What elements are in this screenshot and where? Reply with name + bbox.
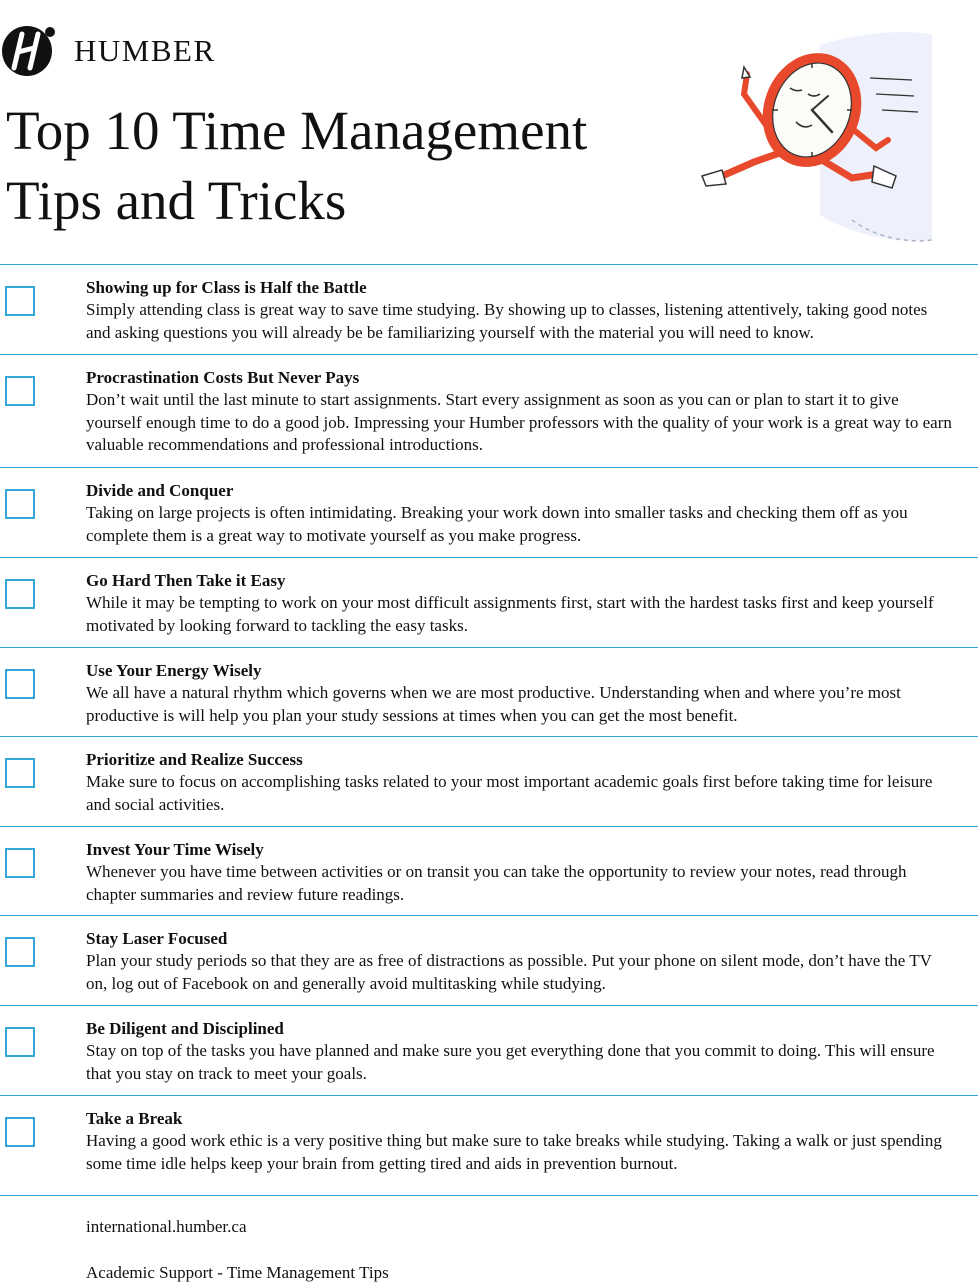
footer-document-label: Academic Support - Time Management Tips bbox=[86, 1263, 389, 1282]
tip-item-3 bbox=[0, 467, 978, 557]
tip-checkbox-2[interactable] bbox=[5, 376, 35, 406]
tip-checkbox-9[interactable] bbox=[5, 1027, 35, 1057]
tip-checkbox-5[interactable] bbox=[5, 669, 35, 699]
tip-checkbox-10[interactable] bbox=[5, 1117, 35, 1147]
humber-logo[interactable] bbox=[0, 22, 216, 80]
tip-item-2 bbox=[0, 354, 978, 467]
tip-item-7 bbox=[0, 826, 978, 915]
tip-body-6: Make sure to focus on accomplishing tasks related to your most important academic goals first before taking time for leisure and social activities. bbox=[86, 772, 933, 814]
tip-title-5: Use Your Energy Wisely bbox=[86, 661, 262, 680]
tip-item-10 bbox=[0, 1095, 978, 1195]
tip-body-10: Having a good work ethic is a very positive thing but make sure to take breaks while studying. Taking a walk or just spending some time idle helps keep your brain from getting tired and aids in prevention burnout. bbox=[86, 1131, 942, 1173]
tip-checkbox-8[interactable] bbox=[5, 937, 35, 967]
tip-title-6: Prioritize and Realize Success bbox=[86, 750, 303, 769]
tip-body-2: Don’t wait until the last minute to start assignments. Start every assignment as soon as you can or plan to start it to give yourself enough time to do a good job. Impressing your Humber professors with the quality of your work is a great way to earn valuable recommendations and professional introductions. bbox=[86, 390, 952, 454]
page-title-line-2: Tips and Tricks bbox=[6, 170, 347, 231]
tip-checkbox-6[interactable] bbox=[5, 758, 35, 788]
tip-body-3: Taking on large projects is often intimidating. Breaking your work down into smaller tasks and checking them off as you complete them is a great way to motivate yourself as you make progress. bbox=[86, 503, 908, 545]
tip-title-7: Invest Your Time Wisely bbox=[86, 840, 264, 859]
tip-title-8: Stay Laser Focused bbox=[86, 929, 228, 948]
tip-body-7: Whenever you have time between activities or on transit you can take the opportunity to review your notes, read through chapter summaries and review future readings. bbox=[86, 862, 907, 904]
tip-body-8: Plan your study periods so that they are as free of distractions as possible. Put your phone on silent mode, don’t have the TV on, log out of Facebook on and generally avoid multitasking while studying. bbox=[86, 951, 932, 993]
tips-checklist bbox=[0, 264, 978, 1195]
tip-item-1 bbox=[0, 264, 978, 354]
running-clock-illustration bbox=[692, 30, 942, 250]
tip-checkbox-3[interactable] bbox=[5, 489, 35, 519]
page-title bbox=[6, 96, 587, 236]
tip-checkbox-4[interactable] bbox=[5, 579, 35, 609]
tip-checkbox-1[interactable] bbox=[5, 286, 35, 316]
page-title-line-1: Top 10 Time Management bbox=[6, 100, 588, 161]
tip-title-2: Procrastination Costs But Never Pays bbox=[86, 368, 360, 387]
tip-item-4 bbox=[0, 557, 978, 647]
humber-h-icon bbox=[0, 22, 58, 80]
tip-title-10: Take a Break bbox=[86, 1109, 183, 1128]
tip-body-4: While it may be tempting to work on your most difficult assignments first, start with the hardest tasks first and keep yourself motivated by looking forward to tackling the easy tasks. bbox=[86, 593, 934, 635]
footer-divider bbox=[0, 1195, 978, 1196]
tip-body-9: Stay on top of the tasks you have planned and make sure you get everything done that you commit to doing. This will ensure that you stay on track to meet your goals. bbox=[86, 1041, 935, 1083]
tip-item-6 bbox=[0, 736, 978, 826]
tip-item-5 bbox=[0, 647, 978, 736]
footer-website-link[interactable]: international.humber.ca bbox=[86, 1217, 247, 1236]
tip-title-4: Go Hard Then Take it Easy bbox=[86, 571, 286, 590]
tip-title-3: Divide and Conquer bbox=[86, 481, 234, 500]
tip-body-5: We all have a natural rhythm which governs when we are most productive. Understanding when and where you’re most productive is will help you plan your study sessions at times when you can get the most benefit. bbox=[86, 683, 901, 725]
tip-item-9 bbox=[0, 1005, 978, 1095]
logo-wordmark: HUMBER bbox=[74, 33, 216, 68]
tip-title-9: Be Diligent and Disciplined bbox=[86, 1019, 284, 1038]
tip-title-1: Showing up for Class is Half the Battle bbox=[86, 278, 367, 297]
tip-checkbox-7[interactable] bbox=[5, 848, 35, 878]
tip-item-8 bbox=[0, 915, 978, 1005]
tip-body-1: Simply attending class is great way to save time studying. By showing up to classes, listening attentively, taking good notes and asking questions you will already be be familiarizing yourself with the material you will need to know. bbox=[86, 300, 928, 342]
